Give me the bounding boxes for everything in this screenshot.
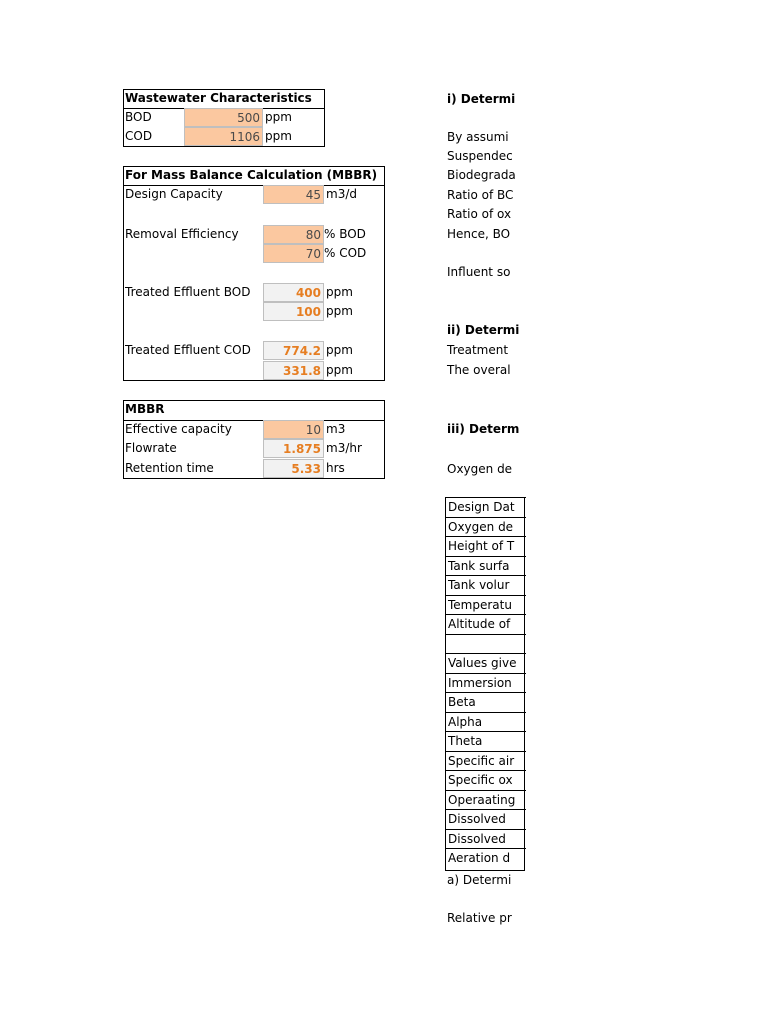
table-row: Operaating	[446, 790, 526, 810]
removal-efficiency-label: Removal Efficiency	[125, 227, 239, 241]
treated-effluent-bod-value-2[interactable]: 100	[263, 302, 324, 321]
treated-effluent-bod-unit-1: ppm	[326, 285, 353, 299]
table-row: Dissolved	[446, 809, 526, 829]
bod-unit: ppm	[265, 110, 292, 124]
table-row: Tank surfa	[446, 556, 526, 576]
retention-time-value[interactable]: 5.33	[263, 459, 324, 478]
table-row: Altitude of	[446, 614, 526, 634]
treated-effluent-cod-unit-1: ppm	[326, 343, 353, 357]
treated-effluent-cod-value-2[interactable]: 331.8	[263, 361, 324, 380]
table-row: Alpha	[446, 712, 526, 732]
removal-cod-unit: % COD	[324, 246, 367, 260]
table-row: Design Dat	[446, 497, 526, 517]
influent-text: Influent so	[447, 265, 511, 279]
mbbr-title: MBBR	[125, 402, 165, 416]
table-row: Oxygen de	[446, 517, 526, 537]
table-row: Theta	[446, 731, 526, 751]
design-data-table	[445, 497, 525, 871]
hence-text: Hence, BO	[447, 227, 511, 241]
effective-capacity-value[interactable]: 10	[263, 420, 324, 439]
treated-effluent-cod-unit-2: ppm	[326, 363, 353, 377]
table-row: Specific ox	[446, 770, 526, 790]
cod-value-cell[interactable]: 1106	[184, 127, 263, 146]
wastewater-title: Wastewater Characteristics	[125, 91, 312, 105]
table-row: Values give	[446, 653, 526, 673]
table-row: Specific air	[446, 751, 526, 771]
section-ii-heading: ii) Determi	[447, 323, 520, 337]
design-capacity-value[interactable]: 45	[263, 185, 324, 204]
effective-capacity-label: Effective capacity	[125, 422, 232, 436]
treated-effluent-bod-unit-2: ppm	[326, 304, 353, 318]
table-row: Tank volur	[446, 575, 526, 595]
cod-label: COD	[125, 129, 153, 143]
bod-label: BOD	[125, 110, 152, 124]
ratio-oxygen-text: Ratio of ox	[447, 207, 512, 221]
overall-text: The overal	[447, 363, 511, 377]
bod-value-cell[interactable]: 500	[184, 108, 263, 127]
treatment-text: Treatment	[447, 343, 509, 357]
treated-effluent-bod-value-1[interactable]: 400	[263, 283, 324, 302]
relative-pressure-text: Relative pr	[447, 911, 512, 925]
retention-time-label: Retention time	[125, 461, 214, 475]
treated-effluent-cod-label: Treated Effluent COD	[125, 343, 251, 357]
removal-bod-unit: % BOD	[324, 227, 366, 241]
biodegradable-text: Biodegrada	[447, 168, 516, 182]
section-iii-heading: iii) Determ	[447, 422, 520, 436]
flowrate-value[interactable]: 1.875	[263, 439, 324, 458]
section-i-heading: i) Determi	[447, 92, 516, 106]
table-row: Beta	[446, 692, 526, 712]
effective-capacity-unit: m3	[326, 422, 346, 436]
by-assuming-text: By assumi	[447, 130, 509, 144]
removal-bod-value[interactable]: 80	[263, 225, 324, 244]
oxygen-demand-text: Oxygen de	[447, 462, 513, 476]
table-row: Immersion	[446, 673, 526, 693]
table-row: Temperatu	[446, 595, 526, 615]
cod-unit: ppm	[265, 129, 292, 143]
ratio-bod-text: Ratio of BC	[447, 188, 514, 202]
retention-time-unit: hrs	[326, 461, 345, 475]
flowrate-unit: m3/hr	[326, 441, 362, 455]
treated-effluent-bod-label: Treated Effluent BOD	[125, 285, 251, 299]
treated-effluent-cod-value-1[interactable]: 774.2	[263, 341, 324, 360]
table-row: Height of T	[446, 536, 526, 556]
table-row: Aeration d	[446, 848, 526, 868]
mass-balance-title: For Mass Balance Calculation (MBBR)	[125, 168, 378, 182]
table-row	[446, 634, 526, 654]
removal-cod-value[interactable]: 70	[263, 244, 324, 263]
design-capacity-unit: m3/d	[326, 187, 357, 201]
design-capacity-label: Design Capacity	[125, 187, 223, 201]
suspended-text: Suspendec	[447, 149, 513, 163]
table-row: Dissolved	[446, 829, 526, 849]
section-a-heading: a) Determi	[447, 873, 512, 887]
flowrate-label: Flowrate	[125, 441, 177, 455]
right-column	[445, 0, 520, 1024]
